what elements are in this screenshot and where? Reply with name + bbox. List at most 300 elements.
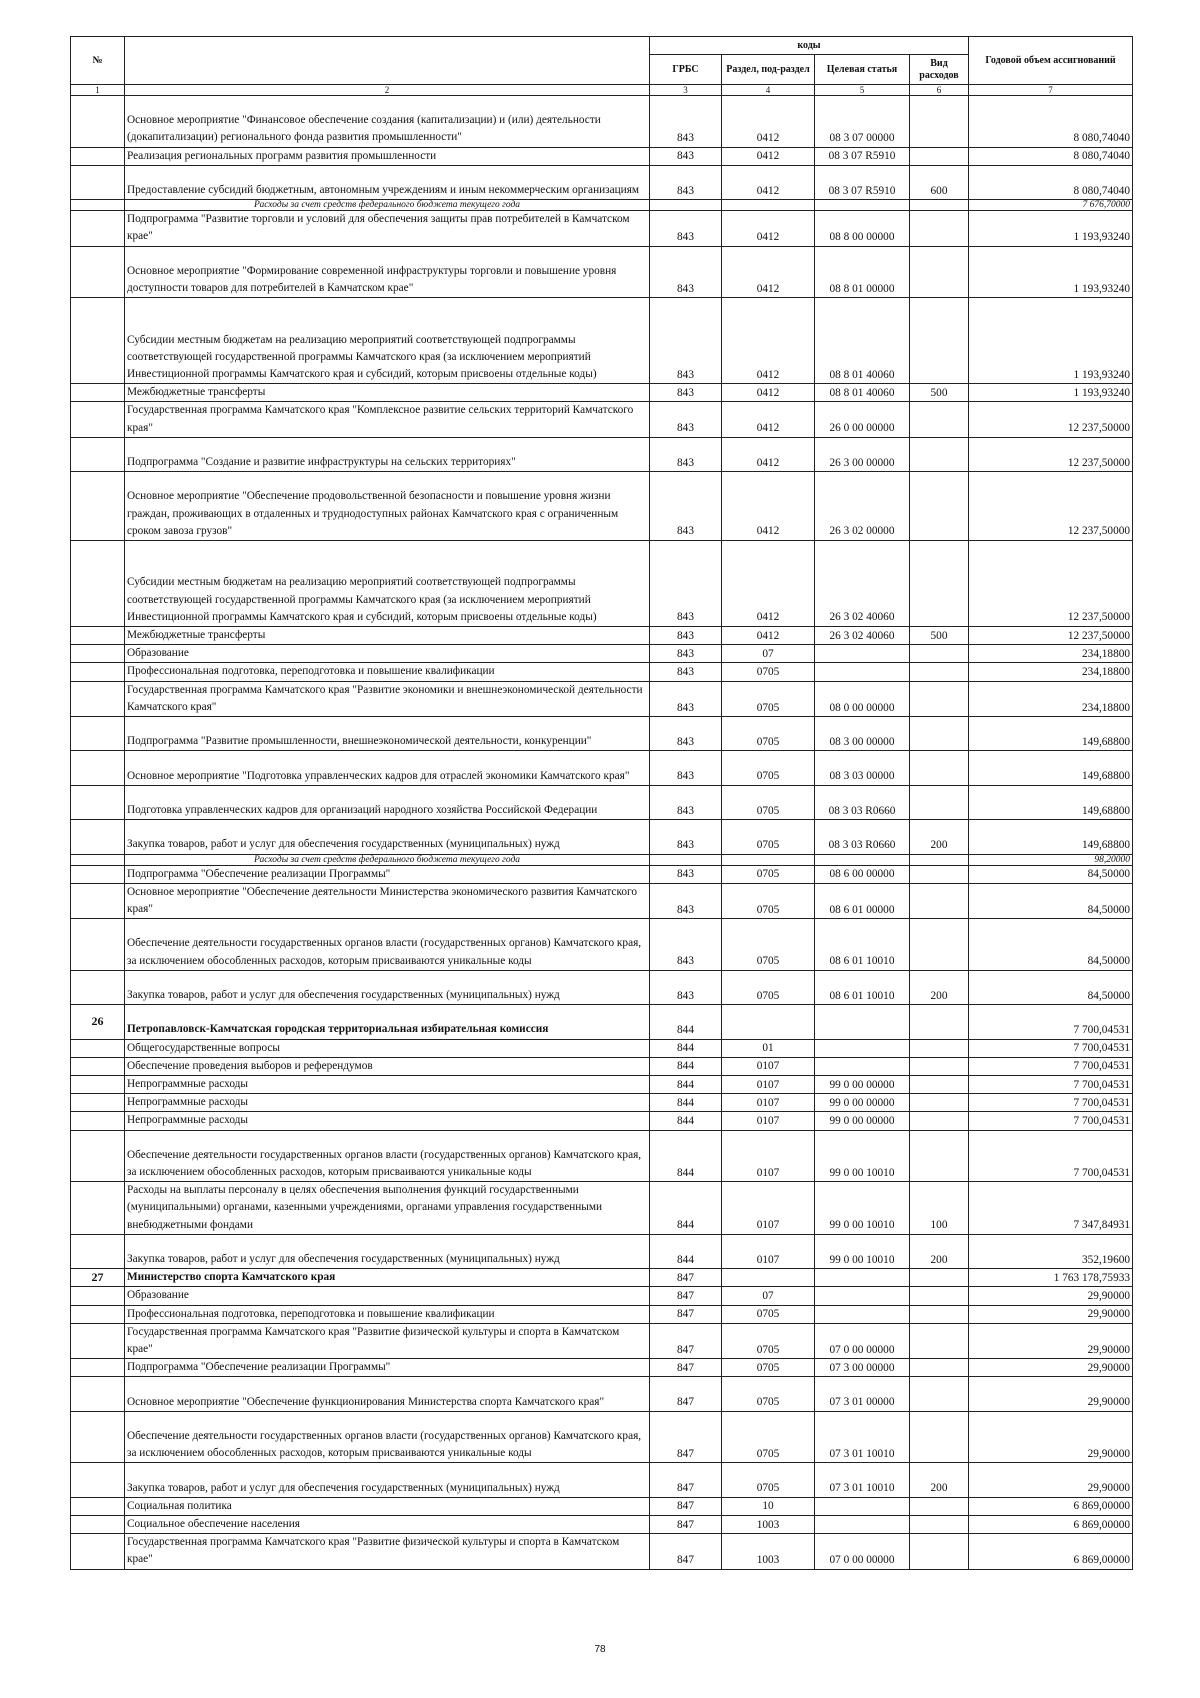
table-body — [71, 96, 1133, 1570]
row-grbs: 843 — [650, 147, 722, 165]
table-row — [71, 384, 1133, 402]
row-kind: 100 — [910, 1182, 969, 1235]
row-target — [815, 1497, 910, 1515]
row-name: Обеспечение деятельности государственных органов власти (государственных органов) Камчатского края, за исключением обособленных расходов, которым присваиваются уникальные коды — [125, 1130, 650, 1182]
row-section: 0705 — [722, 883, 815, 918]
table-row — [71, 970, 1133, 1004]
row-kind — [910, 147, 969, 165]
row-grbs: 843 — [650, 165, 722, 199]
header-no: № — [71, 37, 125, 85]
header-grbs: ГРБС — [650, 55, 722, 85]
row-grbs: 847 — [650, 1515, 722, 1533]
table-row — [71, 1534, 1133, 1569]
row-name: Государственная программа Камчатского края "Развитие физической культуры и спорта в Камчатском крае" — [125, 1323, 650, 1358]
row-kind — [910, 211, 969, 246]
row-amount: 8 080,74040 — [969, 165, 1133, 199]
row-amount: 29,90000 — [969, 1305, 1133, 1323]
row-kind: 200 — [910, 820, 969, 854]
row-amount: 29,90000 — [969, 1323, 1133, 1358]
table-row — [71, 1005, 1133, 1039]
row-name: Образование — [125, 645, 650, 663]
row-kind — [910, 751, 969, 785]
row-name: Реализация региональных программ развития промышленности — [125, 147, 650, 165]
row-number — [71, 1234, 125, 1268]
row-kind — [910, 1323, 969, 1358]
row-name: Обеспечение деятельности государственных органов власти (государственных органов) Камчатского края, за исключением обособленных расходов, которым присваиваются уникальные коды — [125, 919, 650, 971]
row-kind — [910, 540, 969, 626]
row-section — [722, 200, 815, 211]
col-number: 4 — [722, 85, 815, 96]
row-amount: 149,68800 — [969, 717, 1133, 751]
row-name: Подпрограмма "Обеспечение реализации Программы" — [125, 865, 650, 883]
row-grbs: 847 — [650, 1497, 722, 1515]
row-amount: 1 193,93240 — [969, 246, 1133, 298]
row-section: 0705 — [722, 1377, 815, 1411]
row-number — [71, 751, 125, 785]
row-number: 26 — [71, 1005, 125, 1039]
row-grbs: 843 — [650, 820, 722, 854]
table-row — [71, 147, 1133, 165]
row-name: Государственная программа Камчатского края "Комплексное развитие сельских территорий Камчатского края" — [125, 402, 650, 437]
row-name: Образование — [125, 1287, 650, 1305]
table-row — [71, 751, 1133, 785]
row-target: 26 0 00 00000 — [815, 402, 910, 437]
row-amount: 234,18800 — [969, 663, 1133, 681]
row-section: 0107 — [722, 1094, 815, 1112]
table-row — [71, 1359, 1133, 1377]
table-row — [71, 626, 1133, 644]
row-grbs: 844 — [650, 1057, 722, 1075]
row-target: 08 3 07 R5910 — [815, 165, 910, 199]
row-name: Социальное обеспечение населения — [125, 1515, 650, 1533]
row-section: 0412 — [722, 211, 815, 246]
row-name: Непрограммные расходы — [125, 1075, 650, 1093]
row-amount: 12 237,50000 — [969, 437, 1133, 471]
row-kind — [910, 437, 969, 471]
table-row — [71, 1515, 1133, 1533]
row-grbs: 843 — [650, 246, 722, 298]
row-kind — [910, 919, 969, 971]
row-kind: 600 — [910, 165, 969, 199]
row-kind — [910, 1411, 969, 1463]
row-kind — [910, 246, 969, 298]
row-number — [71, 298, 125, 384]
row-grbs: 843 — [650, 970, 722, 1004]
row-amount: 7 700,04531 — [969, 1075, 1133, 1093]
row-target — [815, 854, 910, 865]
header-name — [125, 37, 650, 85]
table-row — [71, 820, 1133, 854]
row-name: Предоставление субсидий бюджетным, автономным учреждениям и иным некоммерческим организациям — [125, 165, 650, 199]
row-grbs: 847 — [650, 1305, 722, 1323]
table-row — [71, 785, 1133, 819]
row-number — [71, 663, 125, 681]
row-kind: 500 — [910, 626, 969, 644]
row-name: Расходы за счет средств федерального бюджета текущего года — [125, 854, 650, 865]
row-grbs: 844 — [650, 1112, 722, 1130]
row-target: 07 3 00 00000 — [815, 1359, 910, 1377]
row-kind — [910, 1057, 969, 1075]
row-section: 0107 — [722, 1130, 815, 1182]
row-section: 0412 — [722, 298, 815, 384]
table-row — [71, 1075, 1133, 1093]
row-name: Основное мероприятие "Формирование современной инфраструктуры торговли и повышение уровня доступности товаров для потребителей в Камчатском крае" — [125, 246, 650, 298]
row-grbs: 844 — [650, 1094, 722, 1112]
header-kind: Вид расходов — [910, 55, 969, 85]
row-kind — [910, 96, 969, 148]
row-number — [71, 1515, 125, 1533]
row-target — [815, 1005, 910, 1039]
row-name: Петропавловск-Камчатская городская территориальная избирательная комиссия — [125, 1005, 650, 1039]
table-note-row — [71, 854, 1133, 865]
row-target — [815, 200, 910, 211]
row-amount: 1 193,93240 — [969, 298, 1133, 384]
row-target: 99 0 00 10010 — [815, 1130, 910, 1182]
row-amount: 6 869,00000 — [969, 1534, 1133, 1569]
row-target: 07 3 01 00000 — [815, 1377, 910, 1411]
row-grbs: 844 — [650, 1075, 722, 1093]
row-grbs: 843 — [650, 298, 722, 384]
row-amount: 8 080,74040 — [969, 147, 1133, 165]
row-name: Государственная программа Камчатского края "Развитие экономики и внешнеэкономической деятельности Камчатского края" — [125, 681, 650, 716]
row-kind — [910, 865, 969, 883]
row-section: 0107 — [722, 1234, 815, 1268]
row-grbs: 844 — [650, 1039, 722, 1057]
row-section: 0412 — [722, 165, 815, 199]
row-grbs: 844 — [650, 1234, 722, 1268]
table-row — [71, 717, 1133, 751]
row-target: 08 0 00 00000 — [815, 681, 910, 716]
row-amount: 7 676,70000 — [969, 200, 1133, 211]
row-grbs — [650, 200, 722, 211]
row-number — [71, 1112, 125, 1130]
table-row — [71, 1130, 1133, 1182]
row-number — [71, 681, 125, 716]
row-amount: 6 869,00000 — [969, 1497, 1133, 1515]
row-section: 0705 — [722, 717, 815, 751]
row-section: 0107 — [722, 1112, 815, 1130]
row-target: 08 3 03 R0660 — [815, 785, 910, 819]
row-section: 0412 — [722, 147, 815, 165]
row-section: 0705 — [722, 663, 815, 681]
col-number: 7 — [969, 85, 1133, 96]
table-row — [71, 1269, 1133, 1287]
row-target — [815, 1305, 910, 1323]
table-note-row — [71, 200, 1133, 211]
row-name: Межбюджетные трансферты — [125, 626, 650, 644]
row-target: 07 0 00 00000 — [815, 1534, 910, 1569]
row-amount: 1 193,93240 — [969, 211, 1133, 246]
row-target: 08 6 01 10010 — [815, 970, 910, 1004]
row-amount: 6 869,00000 — [969, 1515, 1133, 1533]
row-kind — [910, 1112, 969, 1130]
row-target — [815, 1039, 910, 1057]
row-number — [71, 645, 125, 663]
row-amount: 7 700,04531 — [969, 1112, 1133, 1130]
row-amount: 29,90000 — [969, 1359, 1133, 1377]
row-section: 0412 — [722, 96, 815, 148]
row-amount: 12 237,50000 — [969, 472, 1133, 541]
row-number — [71, 820, 125, 854]
row-section: 0107 — [722, 1182, 815, 1235]
row-target: 08 8 01 40060 — [815, 384, 910, 402]
row-kind — [910, 1377, 969, 1411]
row-kind — [910, 1305, 969, 1323]
table-row — [71, 1234, 1133, 1268]
header-codes: коды — [650, 37, 969, 55]
row-kind: 200 — [910, 970, 969, 1004]
table-row — [71, 402, 1133, 437]
table-row — [71, 663, 1133, 681]
row-section: 0705 — [722, 1323, 815, 1358]
row-kind — [910, 681, 969, 716]
row-number — [71, 540, 125, 626]
row-name: Основное мероприятие "Подготовка управленческих кадров для отраслей экономики Камчатского края" — [125, 751, 650, 785]
row-target: 99 0 00 00000 — [815, 1094, 910, 1112]
row-number — [71, 96, 125, 148]
row-grbs: 843 — [650, 919, 722, 971]
row-section: 1003 — [722, 1515, 815, 1533]
row-target: 08 8 00 00000 — [815, 211, 910, 246]
row-grbs: 843 — [650, 540, 722, 626]
row-grbs: 844 — [650, 1130, 722, 1182]
table-row — [71, 1377, 1133, 1411]
row-number — [71, 246, 125, 298]
row-grbs: 847 — [650, 1287, 722, 1305]
row-target — [815, 1057, 910, 1075]
header-section: Раздел, под-раздел — [722, 55, 815, 85]
row-amount: 234,18800 — [969, 681, 1133, 716]
row-target: 08 3 03 R0660 — [815, 820, 910, 854]
row-target: 07 3 01 10010 — [815, 1463, 910, 1497]
row-target: 99 0 00 10010 — [815, 1182, 910, 1235]
table-row — [71, 865, 1133, 883]
row-name: Субсидии местным бюджетам на реализацию мероприятий соответствующей подпрограммы соответствующей государственной программы Камчатского края (за исключением мероприятий Инвестиционной программы Камчатского края и субсидий, которым присвоены отдельные коды) — [125, 298, 650, 384]
row-target: 08 3 00 00000 — [815, 717, 910, 751]
row-name: Непрограммные расходы — [125, 1112, 650, 1130]
row-amount: 7 700,04531 — [969, 1005, 1133, 1039]
row-number — [71, 437, 125, 471]
row-name: Расходы на выплаты персоналу в целях обеспечения выполнения функций государственными (муниципальными) органами, казенными учреждениями, органами управления государственными внебюджетными фондами — [125, 1182, 650, 1235]
row-grbs: 843 — [650, 96, 722, 148]
row-number — [71, 200, 125, 211]
row-number — [71, 165, 125, 199]
row-section — [722, 1005, 815, 1039]
table-row — [71, 472, 1133, 541]
row-section: 0705 — [722, 785, 815, 819]
row-target: 26 3 02 40060 — [815, 626, 910, 644]
row-number — [71, 402, 125, 437]
row-grbs: 843 — [650, 717, 722, 751]
row-number — [71, 1057, 125, 1075]
row-grbs: 847 — [650, 1463, 722, 1497]
row-section: 10 — [722, 1497, 815, 1515]
row-amount: 98,20000 — [969, 854, 1133, 865]
row-amount: 352,19600 — [969, 1234, 1133, 1268]
row-grbs — [650, 854, 722, 865]
row-grbs: 843 — [650, 681, 722, 716]
row-section: 1003 — [722, 1534, 815, 1569]
row-section: 0705 — [722, 1305, 815, 1323]
row-section: 0705 — [722, 820, 815, 854]
row-number — [71, 1094, 125, 1112]
row-target: 08 8 01 40060 — [815, 298, 910, 384]
row-amount: 84,50000 — [969, 970, 1133, 1004]
row-kind — [910, 1005, 969, 1039]
header-target: Целевая статья — [815, 55, 910, 85]
row-grbs: 843 — [650, 865, 722, 883]
budget-table-sheet — [70, 36, 1132, 1570]
row-name: Обеспечение проведения выборов и референдумов — [125, 1057, 650, 1075]
row-grbs: 847 — [650, 1377, 722, 1411]
table-row — [71, 645, 1133, 663]
row-target: 26 3 02 00000 — [815, 472, 910, 541]
col-number: 3 — [650, 85, 722, 96]
row-amount: 12 237,50000 — [969, 626, 1133, 644]
row-target: 08 3 07 R5910 — [815, 147, 910, 165]
row-section: 0705 — [722, 681, 815, 716]
row-amount: 29,90000 — [969, 1377, 1133, 1411]
row-amount: 1 193,93240 — [969, 384, 1133, 402]
col-number: 2 — [125, 85, 650, 96]
row-section: 0705 — [722, 919, 815, 971]
row-kind — [910, 1515, 969, 1533]
row-kind — [910, 298, 969, 384]
row-section: 0412 — [722, 540, 815, 626]
row-name: Основное мероприятие "Финансовое обеспечение создания (капитализации) и (или) деятельности (докапитализации) регионального фонда развития промышленности" — [125, 96, 650, 148]
row-target — [815, 1287, 910, 1305]
row-name: Основное мероприятие "Обеспечение функционирования Министерства спорта Камчатского края" — [125, 1377, 650, 1411]
row-section: 0412 — [722, 384, 815, 402]
row-section: 0412 — [722, 246, 815, 298]
row-section: 0705 — [722, 1463, 815, 1497]
row-number: 27 — [71, 1269, 125, 1287]
row-number — [71, 883, 125, 918]
row-target: 26 3 00 00000 — [815, 437, 910, 471]
row-number — [71, 472, 125, 541]
row-section: 0705 — [722, 970, 815, 1004]
row-grbs: 843 — [650, 751, 722, 785]
row-kind — [910, 200, 969, 211]
row-kind — [910, 1094, 969, 1112]
table-row — [71, 681, 1133, 716]
row-section: 0705 — [722, 751, 815, 785]
row-name: Закупка товаров, работ и услуг для обеспечения государственных (муниципальных) нужд — [125, 1234, 650, 1268]
row-grbs: 843 — [650, 472, 722, 541]
row-target — [815, 645, 910, 663]
row-number — [71, 1287, 125, 1305]
row-section: 07 — [722, 645, 815, 663]
row-grbs: 844 — [650, 1005, 722, 1039]
table-row — [71, 540, 1133, 626]
row-number — [71, 626, 125, 644]
row-kind: 200 — [910, 1234, 969, 1268]
row-section: 0412 — [722, 626, 815, 644]
row-target: 08 6 01 10010 — [815, 919, 910, 971]
table-row — [71, 246, 1133, 298]
row-name: Профессиональная подготовка, переподготовка и повышение квалификации — [125, 663, 650, 681]
row-target — [815, 663, 910, 681]
table-row — [71, 883, 1133, 918]
row-amount: 7 347,84931 — [969, 1182, 1133, 1235]
row-grbs: 843 — [650, 211, 722, 246]
row-number — [71, 1534, 125, 1569]
row-target: 08 6 00 00000 — [815, 865, 910, 883]
row-amount: 29,90000 — [969, 1463, 1133, 1497]
row-name: Государственная программа Камчатского края "Развитие физической культуры и спорта в Камчатском крае" — [125, 1534, 650, 1569]
row-number — [71, 147, 125, 165]
row-number — [71, 1323, 125, 1358]
table-row — [71, 96, 1133, 148]
row-section: 0107 — [722, 1075, 815, 1093]
row-kind — [910, 1039, 969, 1057]
row-target — [815, 1515, 910, 1533]
row-amount: 1 763 178,75933 — [969, 1269, 1133, 1287]
col-number: 1 — [71, 85, 125, 96]
row-kind — [910, 717, 969, 751]
row-number — [71, 1130, 125, 1182]
table-row — [71, 1112, 1133, 1130]
row-name: Закупка товаров, работ и услуг для обеспечения государственных (муниципальных) нужд — [125, 820, 650, 854]
row-section: 0412 — [722, 472, 815, 541]
row-grbs: 843 — [650, 785, 722, 819]
row-kind — [910, 472, 969, 541]
table-row — [71, 1182, 1133, 1235]
table-row — [71, 1287, 1133, 1305]
row-name: Социальная политика — [125, 1497, 650, 1515]
row-kind — [910, 1359, 969, 1377]
row-name: Министерство спорта Камчатского края — [125, 1269, 650, 1287]
row-grbs: 843 — [650, 645, 722, 663]
row-kind — [910, 645, 969, 663]
table-row — [71, 1057, 1133, 1075]
row-target: 08 6 01 00000 — [815, 883, 910, 918]
row-number — [71, 865, 125, 883]
row-amount: 12 237,50000 — [969, 540, 1133, 626]
row-target: 99 0 00 00000 — [815, 1075, 910, 1093]
row-target: 07 3 01 10010 — [815, 1411, 910, 1463]
row-name: Основное мероприятие "Обеспечение деятельности Министерства экономического развития Камчатского края" — [125, 883, 650, 918]
row-name: Закупка товаров, работ и услуг для обеспечения государственных (муниципальных) нужд — [125, 970, 650, 1004]
row-number — [71, 1463, 125, 1497]
row-name: Подпрограмма "Обеспечение реализации Программы" — [125, 1359, 650, 1377]
row-kind — [910, 1269, 969, 1287]
table-row — [71, 298, 1133, 384]
row-number — [71, 970, 125, 1004]
row-grbs: 843 — [650, 626, 722, 644]
row-amount: 149,68800 — [969, 820, 1133, 854]
row-amount: 7 700,04531 — [969, 1057, 1133, 1075]
row-section: 0412 — [722, 402, 815, 437]
row-target: 08 3 07 00000 — [815, 96, 910, 148]
row-kind — [910, 1130, 969, 1182]
row-name: Межбюджетные трансферты — [125, 384, 650, 402]
table-row — [71, 1305, 1133, 1323]
table-row — [71, 1463, 1133, 1497]
page-number: 78 — [594, 1644, 606, 1655]
row-grbs: 843 — [650, 437, 722, 471]
row-number — [71, 1497, 125, 1515]
row-kind: 500 — [910, 384, 969, 402]
row-amount: 12 237,50000 — [969, 402, 1133, 437]
row-section — [722, 854, 815, 865]
row-grbs: 847 — [650, 1359, 722, 1377]
row-amount: 84,50000 — [969, 919, 1133, 971]
row-number — [71, 1039, 125, 1057]
table-row — [71, 919, 1133, 971]
row-target — [815, 1269, 910, 1287]
table-row — [71, 1323, 1133, 1358]
